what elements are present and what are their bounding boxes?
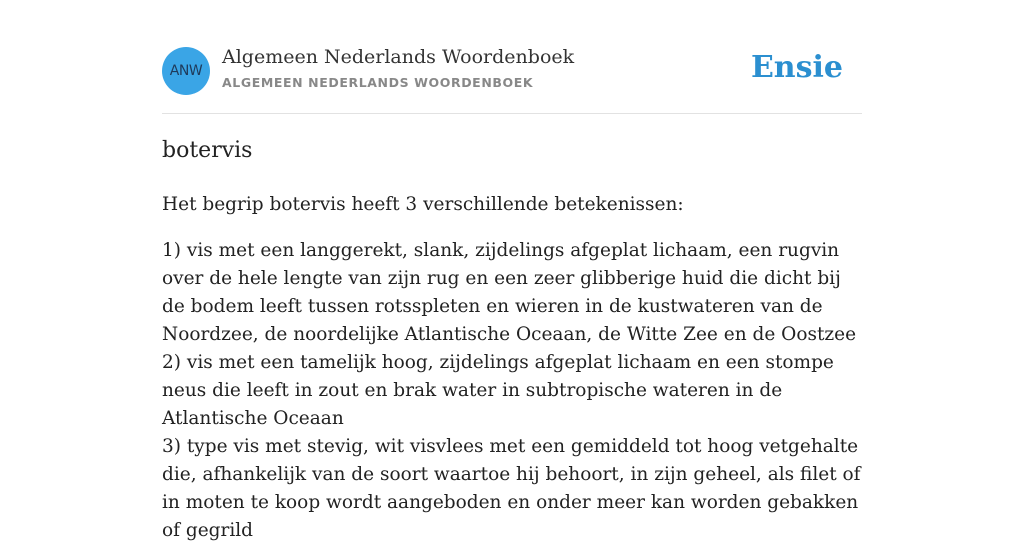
definition-item: 2) vis met een tamelijk hoog, zijdelings afgeplat lichaam en een stompe neus die leeft in zout en brak water in subtropische wateren in de Atlantische Oceaan xyxy=(162,352,834,429)
entry-intro: Het begrip botervis heeft 3 verschillende betekenissen: xyxy=(162,194,684,215)
brand-logo[interactable]: Ensie xyxy=(750,50,843,85)
definition-list xyxy=(162,237,862,545)
source-logo[interactable] xyxy=(162,47,210,95)
source-subtitle: ALGEMEEN NEDERLANDS WOORDENBOEK xyxy=(222,75,534,90)
source-header xyxy=(162,0,862,114)
definition-item: 1) vis met een langgerekt, slank, zijdelings afgeplat lichaam, een rugvin over de hele lengte van zijn rug en een zeer glibberige huid die dicht bij de bodem leeft tussen rotsspleten en wieren in de kustwateren van de Noordzee, de noordelijke Atlantische Oceaan, de Witte Zee en de Oostzee xyxy=(162,240,857,345)
entry-term: botervis xyxy=(162,138,253,163)
source-title[interactable]: Algemeen Nederlands Woordenboek xyxy=(222,46,575,68)
definition-item: 3) type vis met stevig, wit visvlees met een gemiddeld tot hoog vetgehalte die, afhankelijk van de soort waartoe hij behoort, in zijn geheel, als filet of in moten te koop wordt aangeboden en onder meer kan worden gebakken of gegrild xyxy=(162,436,861,541)
page-content xyxy=(162,0,862,541)
source-logo-text: ANW xyxy=(169,63,203,79)
